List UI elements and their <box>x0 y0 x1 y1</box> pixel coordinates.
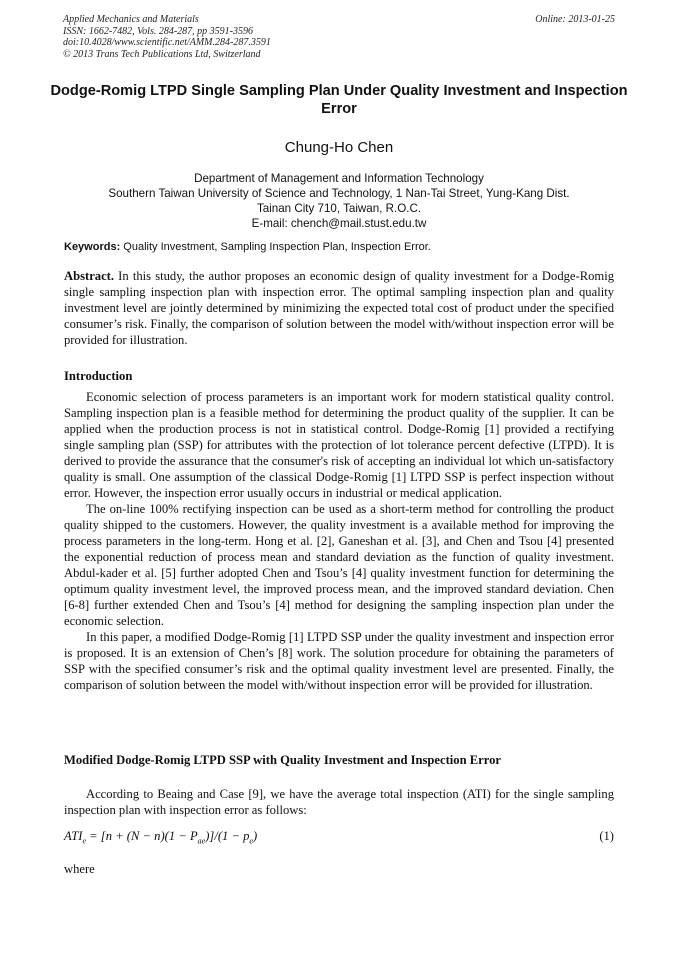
abstract-label: Abstract. <box>64 269 115 283</box>
equation-ati-sub: e <box>82 836 86 846</box>
paper-title: Dodge-Romig LTPD Single Sampling Plan Under Quality Investment and Inspection Error <box>50 83 628 117</box>
introduction-heading: Introduction <box>64 369 133 383</box>
keywords-label: Keywords: <box>64 241 121 253</box>
equation-formula <box>64 826 257 852</box>
author-name: Chung-Ho Chen <box>284 139 394 156</box>
equation-body-1: = [n + (N − n)(1 − P <box>86 829 198 843</box>
where-text: where <box>64 862 95 876</box>
journal-name: Applied Mechanics and Materials <box>63 14 199 25</box>
journal-header <box>63 14 615 60</box>
section2-paragraph: According to Beaing and Case [9], we have the average total inspection (ATI) for the single sampling inspection plan with inspection error as follows: <box>64 787 614 817</box>
section2-body <box>64 786 614 818</box>
section2-heading: Modified Dodge-Romig LTPD SSP with Quality Investment and Inspection Error <box>64 753 501 767</box>
copyright-line: © 2013 Trans Tech Publications Ltd, Switzerland <box>63 48 261 60</box>
affiliation-email: E-mail: chench@mail.stust.edu.tw <box>251 217 427 230</box>
intro-paragraph: In this paper, a modified Dodge-Romig [1] LTPD SSP under the quality investment and inspection error is proposed. It is an extension of Chen’s [8] work. The solution procedure for obtaining the parameters of SSP with the specified consumer’s risk and the optimal quality investment level are presented. Finally, the comparison of solution between the model with/without inspection error will be provided for illustration. <box>64 630 614 692</box>
abstract-text: In this study, the author proposes an economic design of quality investment for a Dodge-Romig single sampling inspection plan with inspection error. The optimal sampling inspection plan and quality investment level are jointly determined by minimizing the expected total cost of product under the specified consumer’s risk. Finally, the comparison of solution between the model with/without inspection error will be provided for illustration. <box>64 269 614 347</box>
equation-1 <box>64 826 614 848</box>
equation-pe-sub: e <box>249 836 253 846</box>
affiliation-university: Southern Taiwan University of Science and Technology, 1 Nan-Tai Street, Yung-Kang Dist. <box>108 187 570 200</box>
equation-pae-sub: ae <box>197 836 206 846</box>
issn-line: ISSN: 1662-7482, Vols. 284-287, pp 3591-3596 <box>63 25 253 37</box>
equation-number: (1) <box>599 829 614 843</box>
intro-paragraph: Economic selection of process parameters is an important work for modern statistical quality control. Sampling inspection plan is a feasible method for determining the product quality of the supplier. It can be applied when the production process is not in statistical control. Dodge-Romig [1] provided a rectifying single sampling plan (SSP) for attributes with the protection of lot tolerance percent defective (LTPD). It is derived to provide the assurance that the consumer's risk of accepting an individual lot which un-satisfactory quality is small. One assumption of the classical Dodge-Romig [1] LTPD SSP is perfect inspection without error. However, the inspection error usually occurs in industrial or medical application. <box>64 390 614 500</box>
equation-body-3: ) <box>252 829 258 843</box>
intro-paragraph: The on-line 100% rectifying inspection can be used as a short-term method for controlling the product quality shipped to the customers. However, the quality investment is a available method for improving the process parameters in the long-term. Hong et al. [2], Ganeshan et al. [3], and Chen and Tsou [4] presented the exponential reduction of process mean and standard deviation as the function of quality investment. Abdul-kader et al. [5] further adopted Chen and Tsou’s [4] quality investment function for determining the optimum quality investment level, the improved process mean, and the improved standard deviation. Chen [6-8] further extended Chen and Tsou’s [4] method for designing the sampling inspection plan under the economic selection. <box>64 502 614 628</box>
affiliation-city: Tainan City 710, Taiwan, R.O.C. <box>256 202 422 215</box>
abstract <box>64 268 614 348</box>
doi-line: doi:10.4028/www.scientific.net/AMM.284-287.3591 <box>63 37 271 48</box>
online-date: Online: 2013-01-25 <box>535 14 615 25</box>
equation-ati: ATI <box>64 829 83 843</box>
equation-body-2: )]/(1 − p <box>205 829 250 843</box>
keywords <box>64 240 614 254</box>
affiliation <box>40 171 638 231</box>
introduction-body <box>64 389 614 693</box>
affiliation-department: Department of Management and Information Technology <box>194 172 484 185</box>
keywords-text: Quality Investment, Sampling Inspection Plan, Inspection Error. <box>120 241 431 253</box>
